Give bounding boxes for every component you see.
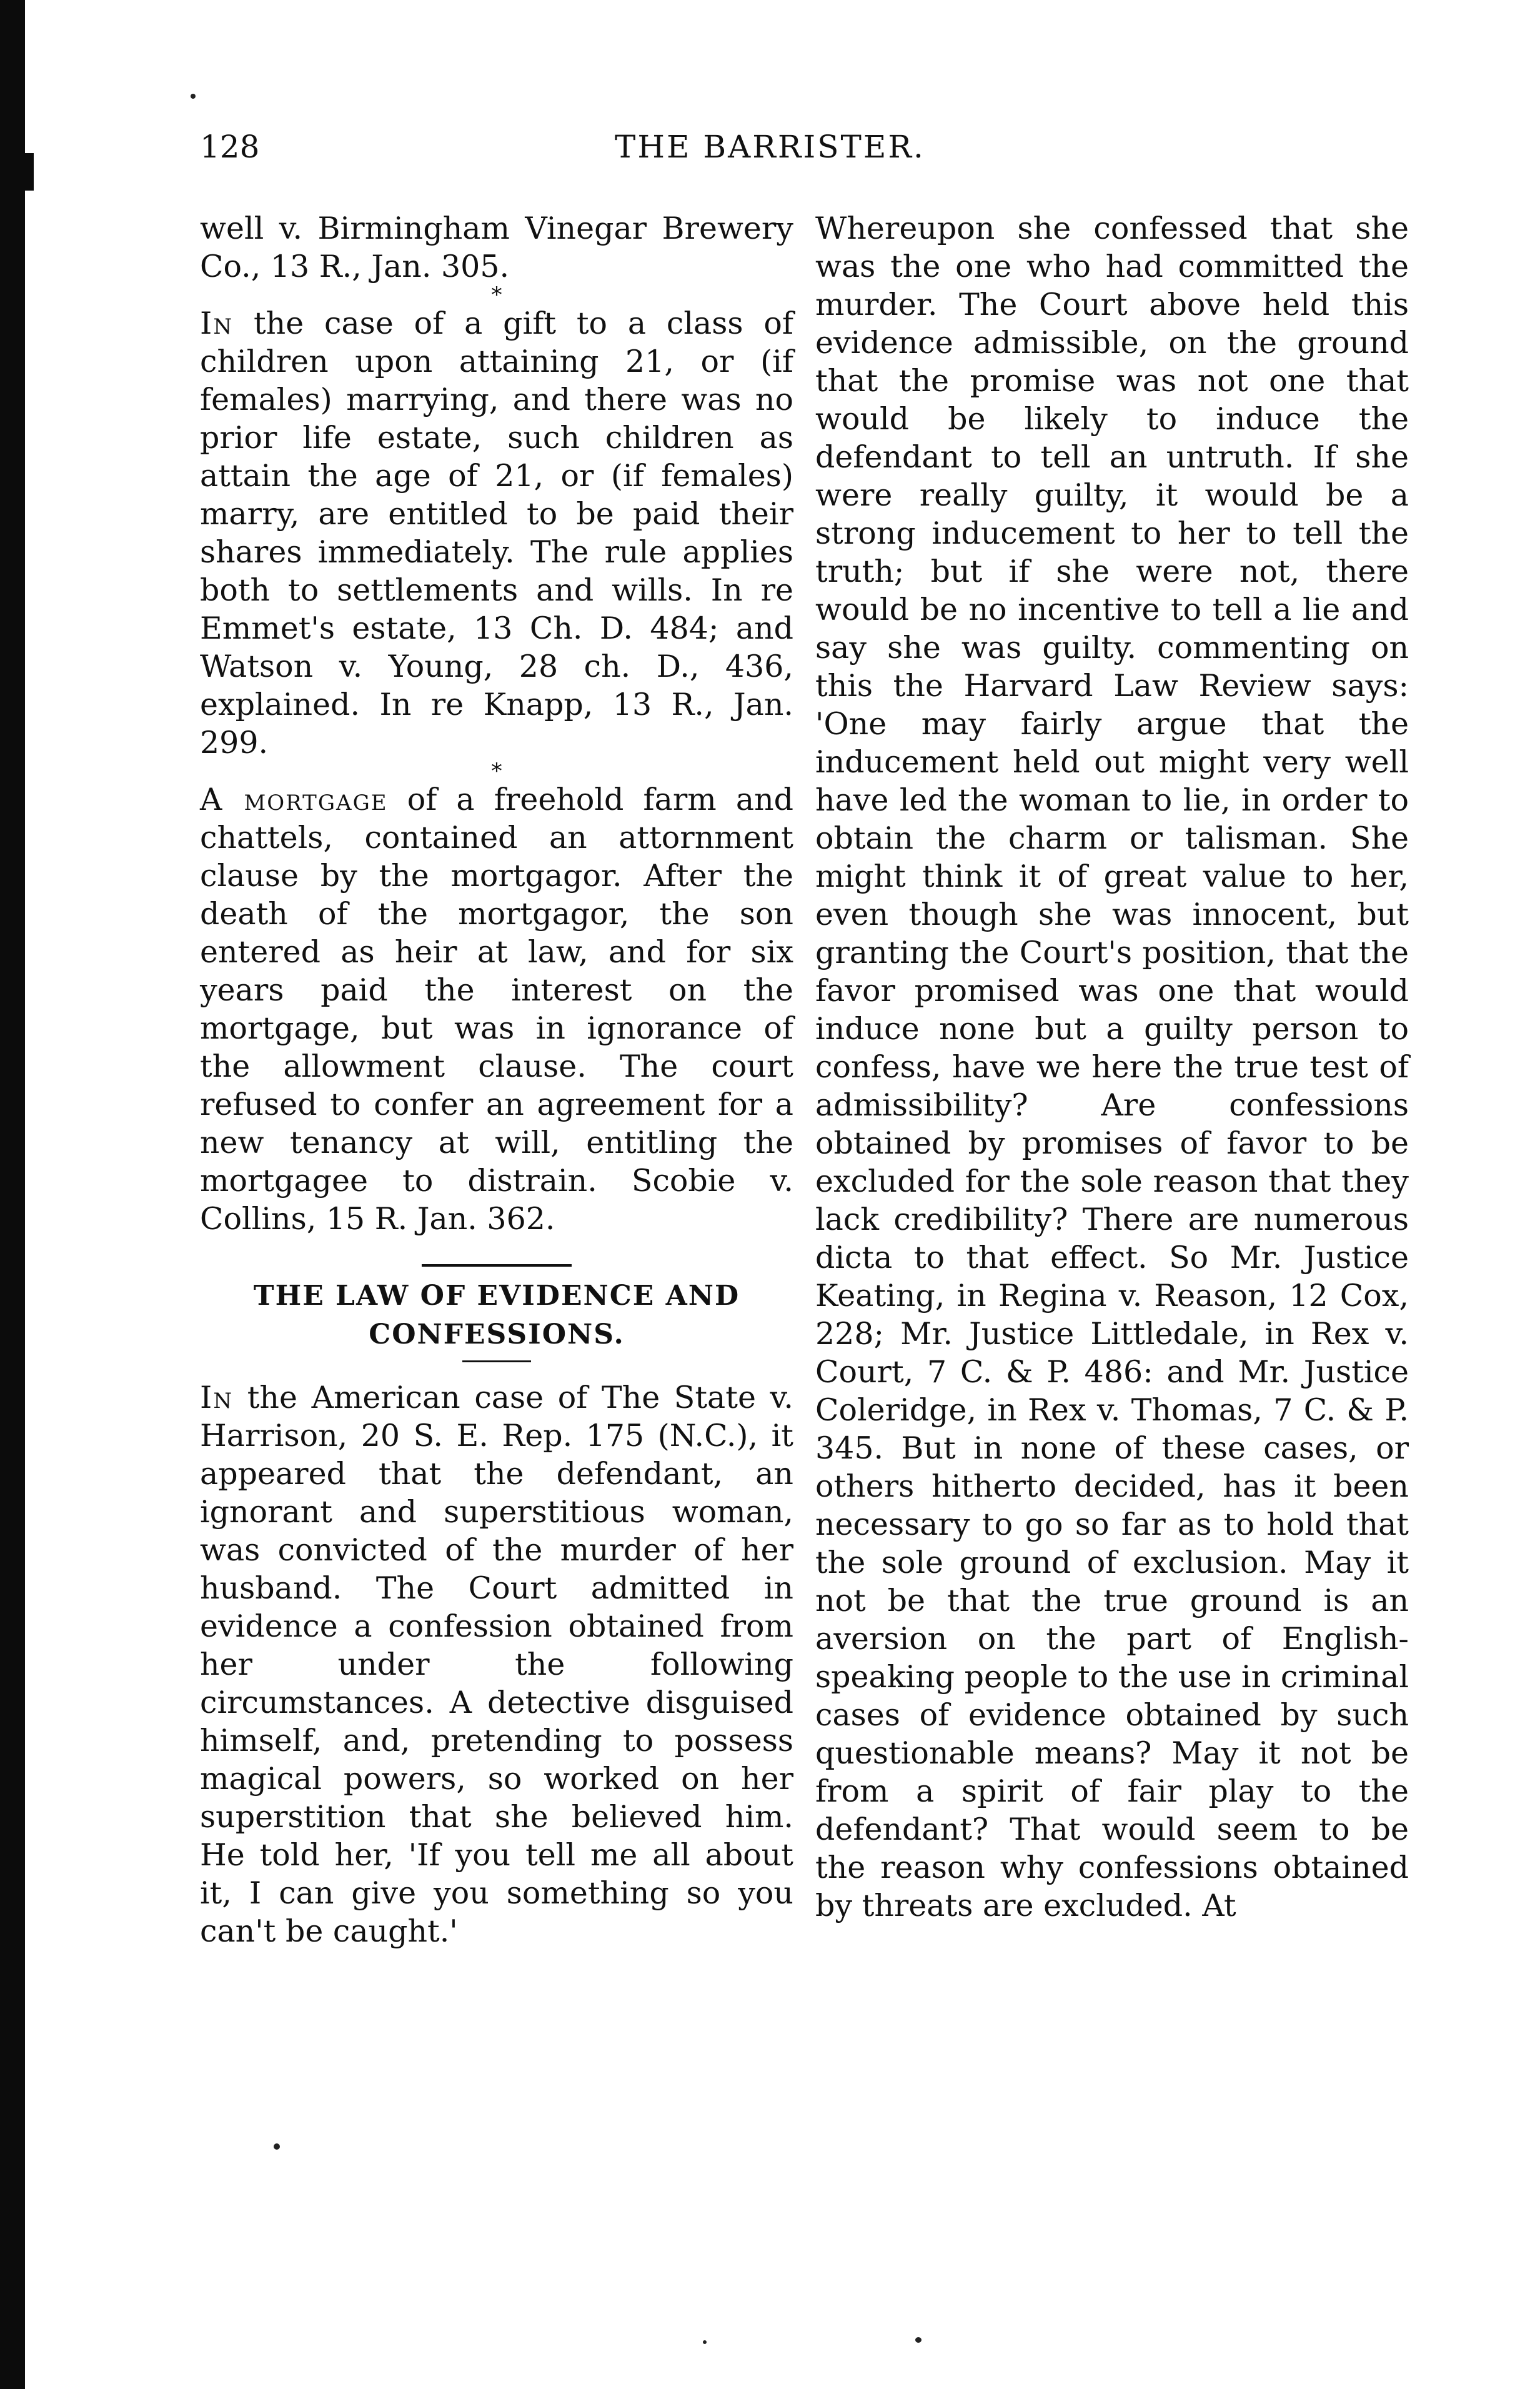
paragraph-lead: A mortgage [200,782,388,817]
case-citation-continued: well v. Birmingham Vinegar Brewery Co., 13 R., Jan. 305. [200,211,793,284]
scan-speck [915,2337,922,2343]
section-rule [422,1264,572,1267]
paragraph-evidence [200,1379,793,1950]
paragraph-text: the case of a gift to a class of children upon attaining 21, or (if females) marrying, and there was no prior life estate, such children as attain the age of 21, or (if females) marry, are entitled to be paid their shares immediately. The rule applies both to settlements and wills. In re Emmet's estate, 13 Ch. D. 484; and Watson v. Young, 28 ch. D., 436, explained. In re Knapp, 13 R., Jan. 299. [200,306,794,761]
separator-asterisk: * [491,282,502,307]
section-title-line1: THE LAW OF EVIDENCE AND [253,1280,740,1312]
paragraph-lead: In [200,306,234,341]
paragraph-evidence-continued: Whereupon she confessed that she was the one who had committed the murder. The Court above held this evidence admissible, on the ground that the promise was not one that would be likely to induce the defendant to tell an untruth. If she were really guilty, it would be a strong inducement to her to tell the truth; but if she were not, there would be no incentive to tell a lie and say she was guilty. commenting on this the Harvard Law Review says: 'One may fairly argue that the inducement held out might very well have led the woman to lie, in order to obtain the charm or talisman. She might think it of great value to her, even though she was innocent, but granting the Court's position, that the favor promised was one that would induce none but a guilty person to confess, have we here the true test of admissibility? Are confessions obtained by promises of favor to be excluded for the sole reason that they lack credibility? There are numerous dicta to that effect. So Mr. Justice Keating, in Regina v. Reason, 12 Cox, 228; Mr. Justice Littledale, in Rex v. Court, 7 C. & P. 486: and Mr. Justice Coleridge, in Rex v. Thomas, 7 C. & P. 345. But in none of these cases, or others hitherto decided, has it been necessary to go so far as to hold that the sole ground of exclusion. May it not be that the true ground is an aversion on the part of English-speaking people to the use in criminal cases of evidence obtained by such questionable means? May it not be from a spirit of fair play to the defendant? That would seem to be the reason why confessions obtained by threats are excluded. At [815,211,1409,1923]
paragraph-mortgage [200,781,793,1238]
page-number: 128 [200,129,260,165]
paragraph-text: of a freehold farm and chattels, contained an attornment clause by the mortgagor. After the death of the mortgagor, the son entered as heir at law, and for six years paid the interest on the mortgage, but was in ignorance of the allowment clause. The court refused to confer an agreement for a new tenancy at will, entitling the mortgagee to distrain. Scobie v. Collins, 15 R. Jan. 362. [200,782,794,1237]
scan-border [0,0,25,2389]
section-rule-short [462,1360,531,1362]
right-column [815,209,1409,1925]
paragraph-text: the American case of The State v. Harrison, 20 S. E. Rep. 175 (N.C.), it appeared that the defendant, an ignorant and superstitious woman, was convicted of the murder of her husband. The Court admitted in evidence a confession obtained from her under the following circumstances. A detective disguised himself, and, pretending to possess magical powers, so worked on her superstition that she believed him. He told her, 'If you tell me all about it, I can give you something so you can't be caught.' [200,1380,794,1949]
running-head: THE BARRISTER. [615,129,925,165]
scan-speck [274,2143,280,2150]
section-title-line2: CONFESSIONS. [369,1319,625,1350]
paragraph-lead: In [200,1380,234,1415]
separator-asterisk: * [491,759,502,784]
paragraph-class-gift [200,304,793,762]
scan-speck [191,94,196,99]
scan-speck [703,2340,707,2344]
left-column [200,209,793,1950]
